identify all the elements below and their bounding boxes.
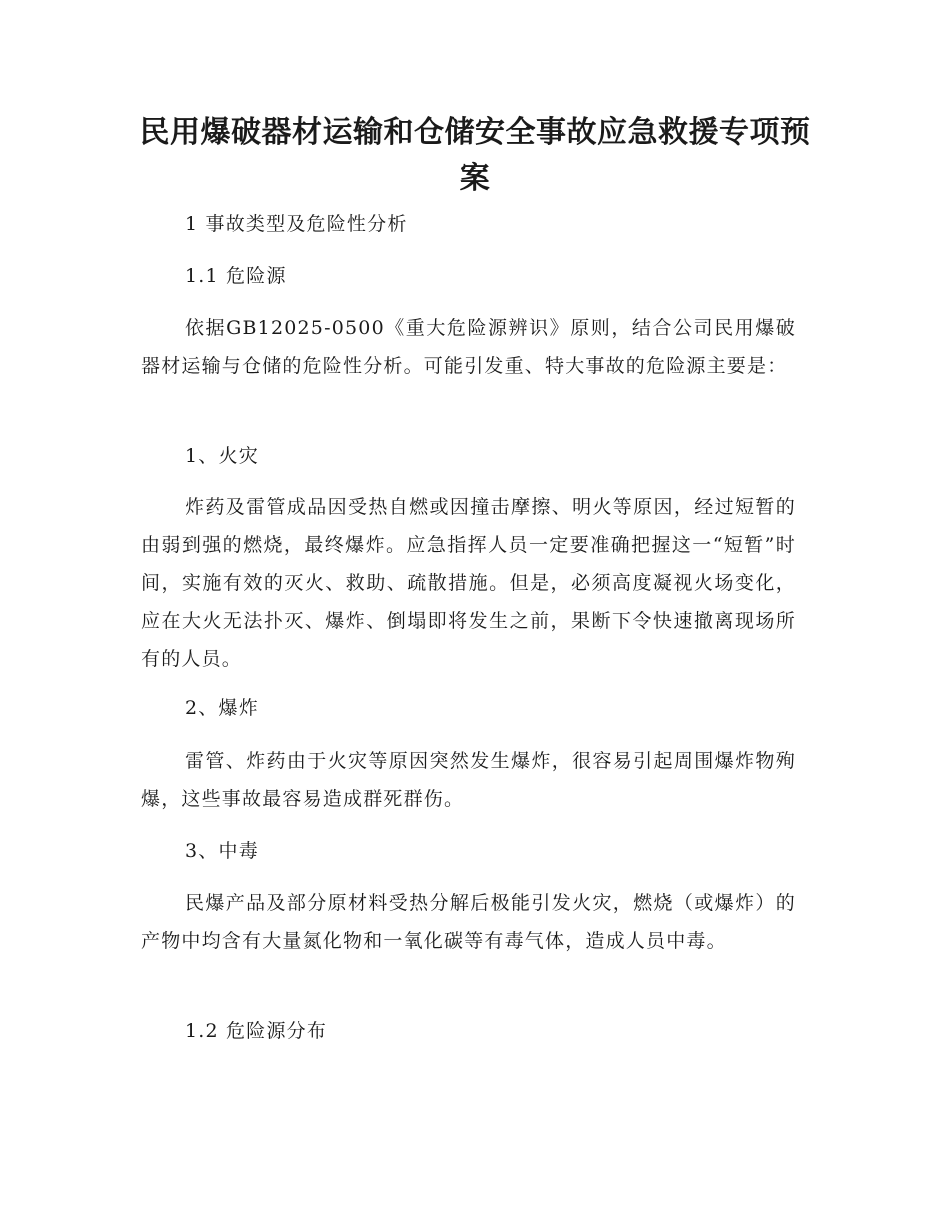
item-heading-poisoning: 3、中毒 (185, 840, 259, 862)
paragraph-hazard-basis: 依据GB12025-0500《重大危险源辨识》原则，结合公司民用爆破器材运输与仓储的危险性分析。可能引发重、特大事故的危险源主要是： (141, 317, 796, 377)
item-heading-explosion: 2、爆炸 (185, 697, 259, 719)
paragraph-explosion: 雷管、炸药由于火灾等原因突然发生爆炸，很容易引起周围爆炸物殉爆，这些事故最容易造成群死群伤。 (141, 750, 796, 810)
section-heading-accident-types: 1 事故类型及危险性分析 (185, 213, 408, 235)
item-heading-fire: 1、火灾 (185, 445, 259, 467)
document-title: 民用爆破器材运输和仓储安全事故应急救援专项预案 (139, 115, 811, 196)
paragraph-poisoning: 民爆产品及部分原材料受热分解后极能引发火灾，燃烧（或爆炸）的产物中均含有大量氮化物和一氧化碳等有毒气体，造成人员中毒。 (141, 892, 796, 952)
subsection-heading-hazard-distribution: 1.2 危险源分布 (185, 1020, 328, 1042)
paragraph-fire: 炸药及雷管成品因受热自燃或因撞击摩擦、明火等原因，经过短暂的由弱到强的燃烧，最终爆炸。应急指挥人员一定要准确把握这一“短暂”时间，实施有效的灭火、救助、疏散措施。但是，必须高度凝视火场变化，应在大火无法扑灭、爆炸、倒塌即将发生之前，果断下令快速撤离现场所有的人员。 (141, 496, 796, 670)
subsection-heading-hazard-source: 1.1 危险源 (185, 265, 287, 287)
